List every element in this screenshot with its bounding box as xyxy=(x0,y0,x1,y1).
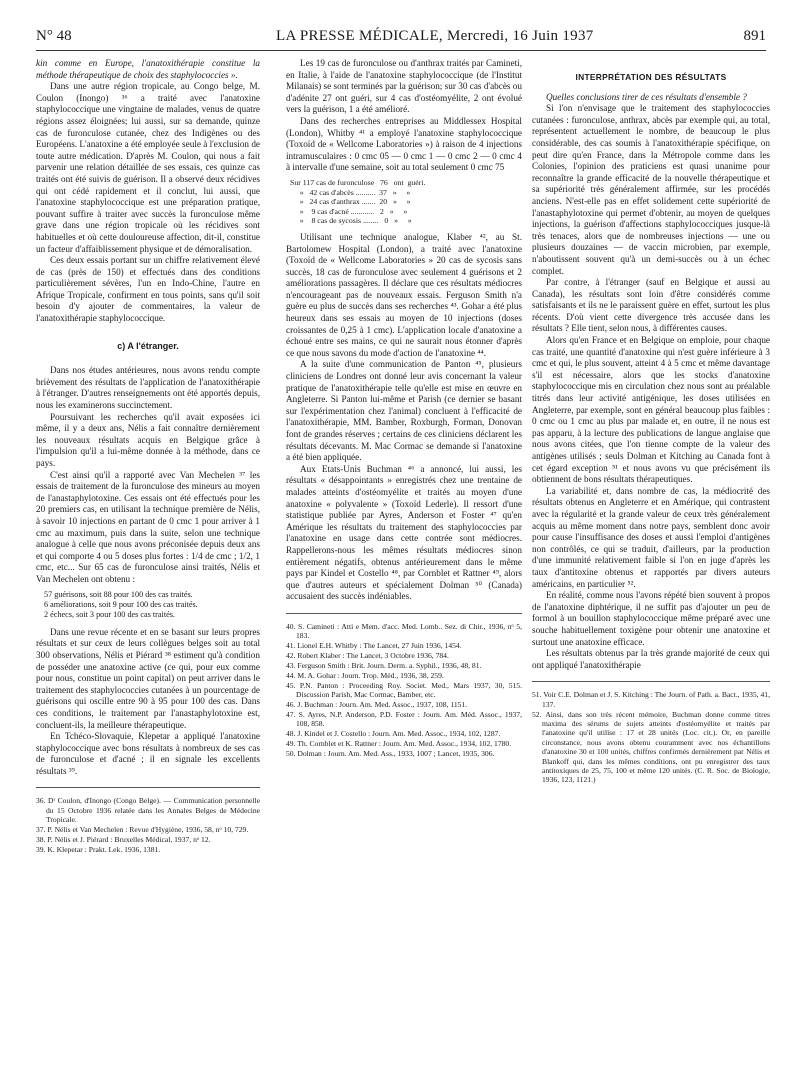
list-item: 6 améliorations, soit 9 pour 100 des cas traités. xyxy=(44,599,198,609)
footnote: 40. S. Camineti : Atti e Mem. d'acc. Med. Lomb.. Sez. di Chir., 1936, nᵒ 5, 183. xyxy=(286,621,522,641)
column-middle xyxy=(286,58,522,759)
table-row: » 42 cas d'abcès .......... 37 » » xyxy=(290,187,411,197)
results-list xyxy=(44,590,260,621)
table-row: » 24 cas d'anthrax ....... 20 » » xyxy=(290,197,411,207)
journal-title: LA PRESSE MÉDICALE, Mercredi, 16 Juin 1937 xyxy=(276,28,594,44)
paragraph: Poursuivant les recherches qu'il avait exposées ici même, il y a deux ans, Nélis a fait connaître dernièrement les nouveaux résultats acquis en Belgique grâce à l'impulsion qu'il a lui-même donnée à la méthode, dans ce pays. xyxy=(36,411,260,468)
footnotes xyxy=(36,796,260,854)
column-right xyxy=(532,58,770,785)
footnote: 48. J. Kindel et J. Costello : Journ. Am. Med. Assoc., 1934, 102, 1287. xyxy=(286,729,501,739)
footnote: 44. M. A. Gohar : Journ. Trop. Méd., 1936, 38, 259. xyxy=(286,670,444,680)
paragraph: Par contre, à l'étranger (sauf en Belgique et aussi au Canada), les résultats sont loin d'être considérés comme satisfaisants et ils ne le paraissent guère en effet, surtout les plus récents. D'où vient cette divergence très accusée dans les résultats ? Elle tient, selon nous, à différentes causes. xyxy=(532,277,770,334)
paragraph: Dans une revue récente et en se basant sur leurs propres résultats et sur ceux de leurs collègues belges soit au total 300 observations, Nélis et Piérard ³⁸ estiment qu'à condition de posséder une anatoxine active (ce qui, pour eux comme pour nous, constitue un point capital) on peut arriver dans le traitement des staphylococcies cutanées à un pourcentage de guérisons qui oscille entre 90 à 95 pour 100 des cas. Dans ces conditions, le traitement par l'anastaphylotoxine est, concluent-ils, la meilleure thérapeutique. xyxy=(36,626,260,730)
footnote-rule xyxy=(532,681,770,682)
table-row: » 9 cas d'acné ............ 2 » » xyxy=(290,206,408,216)
footnotes xyxy=(286,622,522,759)
footnote: 50. Dolman : Journ. Am. Med. Ass., 1933, 1007 ; Lancet, 1935, 306. xyxy=(286,749,495,759)
paragraph: En Tchéco-Slovaquie, Klepetar a appliqué l'anatoxine staphylococcique avec bons résultats à nombreux de ses cas de furonculose et d'acné ; il en signale les excellents résultats ³⁹. xyxy=(36,731,260,776)
question: Quelles conclusions tirer de ces résultats d'ensemble ? xyxy=(546,91,747,102)
page-number: 891 xyxy=(743,28,766,44)
footnote: 43. Ferguson Smith : Brit. Journ. Derm. a. Syphil., 1936, 48, 81. xyxy=(286,661,482,671)
section-heading: INTERPRÉTATION DES RÉSULTATS xyxy=(575,72,727,82)
paragraph: C'est ainsi qu'il a rapporté avec Van Mechelen ³⁷ les essais de traitement de la furonculose des mineurs au moyen de l'anastaphylotoxine. Ces essais ont été effectués pour les 20 premiers cas, en utilisant la technique première de Nélis, à savoir 10 injections en partant de 0 cmc 1 pour arriver à 1 cmc au maximum, puis dans la suite, selon une technique analogue à celle que nous avons préconisée depuis deux ans et qui comporte 4 ou 5 doses plus fortes : 1/4 de cmc ; 1/2, 1 cmc, etc... Sur 65 cas de furonculose ainsi traités, Nélis et Van Mechelen ont obtenu : xyxy=(36,469,260,584)
paragraph: En réalité, comme nous l'avons répété bien souvent à propos de l'anatoxine diphtérique, il ne suffit pas d'ajouter un peu de formol à un bouillon staphylococcique même préparé avec une souche habituellement toxigène pour obtenir une anatoxine et surtout une anatoxine efficace. xyxy=(532,590,770,647)
paragraph: Les résultats obtenus par la très grande majorité de ceux qui ont appliqué l'anatoxithérapie xyxy=(532,648,770,670)
paragraph: Dans nos études antérieures, nous avons rendu compte brièvement des résultats de l'application de l'anatoxithérapie à l'étranger. D'autres renseignements ont été apportés depuis, nous les examinerons succinctement. xyxy=(36,365,260,411)
table-row: » 8 cas de sycosis ........ 0 » » xyxy=(290,216,412,226)
footnote: 45. P.N. Panton : Proceeding Roy. Societ. Med., Mars 1937, 30, 515. Discussion Parish, Mac Cormac, Bamber, etc. xyxy=(286,680,522,700)
footnote: 51. Voir C.E. Dolman et J. S. Kitching : The Journ. of Path. a. Bact., 1935, 41, 137. xyxy=(532,690,770,709)
section-heading: c) A l'étranger. xyxy=(117,340,179,351)
paragraph: Dans une autre région tropicale, au Congo belge, M. Coulon (Inongo) ³⁶ a traité avec l'anatoxine staphylococcique une vingtaine de malades, venus de quatre régions assez éloignées; lui aussi, sur sa demande, quinze cas de furonculose cutanée, chez des Indigènes ou des Européens. L'anatoxine a été employée seule à l'exclusion de toute autre médication. D'après M. Coulon, qui nous a fait parvenir une relation détaillée de ses essais, ces quinze cas traités ont été suivis de guérison. Il a observé deux récidives qui ont cédé rapidement et il conclut, lui aussi, que l'anatoxine staphylococcique est une préparation pratique, pouvant suffire à traiter avec succès la furonculose même grave dans une région tropicale où les récidives sont habituelles et où cette douloureuse affection, dit-il, constitue un facteur d'affaiblissement physique et de démoralisation. xyxy=(36,81,260,254)
footnote: 37. P. Nélis et Van Mechelen : Revue d'Hygiène, 1936, 58, nᵒ 10, 729. xyxy=(36,825,249,835)
page-header xyxy=(36,28,766,48)
footnote: 42. Robert Klaber : The Lancet, 3 Octobre 1936, 784. xyxy=(286,651,449,661)
list-item: 2 échecs, soit 3 pour 100 des cas traités. xyxy=(44,610,175,620)
header-rule xyxy=(36,50,766,51)
paragraph: Aux Etats-Unis Buchman ⁴⁶ a annoncé, lui aussi, les résultats « désappointants » enregistrés chez une trentaine de malades atteints d'ostéomyélite et traités au moyen d'une anatoxine « polyvalente » (Toxoïd Lederle). Il ressort d'une statistique publiée par Ayres, Anderson et Foster ⁴⁷ qu'en Amérique les résultats du traitement des staphylococcies par l'anatoxine en usage dans cette contrée sont médiocres. Rappellerons-nous les mêmes résultats médiocres sinon entièrement négatifs, obtenus antérieurement dans le même pays par Kindel et Costello ⁴⁸, par Cornblet et Rattner ⁴⁹, alors que d'autres auteurs et spécialement Dolman ⁵⁰ (Canada) accusaient des succès indéniables. xyxy=(286,463,522,602)
footnote: 39. K. Klepetar : Prakt. Lek. 1936, 1381. xyxy=(36,845,161,854)
paragraph: kin comme en Europe, l'anatoxithérapie constitue la méthode thérapeutique de choix des staphylococcies ». xyxy=(36,58,260,80)
footnote: 46. J. Buchman : Journ. Am. Med. Assoc., 1937, 108, 1151. xyxy=(286,700,468,710)
footnote-rule xyxy=(286,613,522,614)
paragraph: Dans des recherches entreprises au Middlessex Hospital (London), Whitby ⁴¹ a employé l'anatoxine staphylococcique (Toxoïd de « Wellcome Laboratories ») à raison de 4 injections intramusculaires : 0 cmc 05 — 0 cmc 1 — 0 cmc 2 — 0 cmc 4 à intervalle d'une semaine, soit au total seulement 0 cmc 75 xyxy=(286,115,522,173)
column-left xyxy=(36,58,260,855)
paragraph: La variabilité et, dans nombre de cas, la médiocrité des résultats obtenus en Angleterre et en Amérique, qui contrastent avec la régularité et la grande valeur de ceux très généralement acquis au même moment dans notre pays, semblent donc avoir pour cause l'insuffisance des doses et aussi l'emploi d'antigènes non contrôlés, ce qui se traduit, d'ailleurs, par la production d'une immunité relativement faible si l'on en juge d'après les taux d'antitoxine obtenus et rapportés par divers auteurs américains, en particulier ⁵². xyxy=(532,485,770,589)
paragraph: Ces deux essais portant sur un chiffre relativement élevé de cas (près de 150) et effectués dans des conditions particulièrement sévères, l'un en Indo-Chine, l'autre en Afrique Tropicale, confirment en tous points, sans qu'il soit besoin d'y ajouter de commentaires, la valeur de l'anatoxithérapie staphylococcique. xyxy=(36,255,260,324)
paragraph: Si l'on n'envisage que le traitement des staphylococcies cutanées : furonculose, anthrax, abcès par exemple qui, au total, représentent actuellement le nombre, de beaucoup le plus considérable, des cas soumis à l'anatoxithérapie spécifique, on peut dire qu'en France, dans la Métropole comme dans les Colonies, l'opinion des praticiens est quasi unanime pour reconnaître la grande efficacité de la nouvelle thérapeutique et sa supériorité très généralement affirmée, sur les procédés anciens. N'est-elle pas en effet solidement cette supériorité de l'anastaphylotoxine qui permet d'obtenir, au moyen de quelques injections, la guérison d'affections staphylococciques jusque-là très tenaces, alors que de nombreuses injections — une ou plusieurs douzaines — de vaccin microbien, par exemple, n'aboutissent souvent qu'à un demi-succès ou à un échec complet. xyxy=(532,103,770,276)
footnotes xyxy=(532,690,770,785)
footnote: 47. S. Ayres, N.P. Anderson, P.D. Foster : Journ. Am. Méd. Assoc., 1937, 108, 858. xyxy=(286,710,522,729)
footnote: 36. Dʳ Coulon, d'Inongo (Congo Belge). — Communication personnelle du 15 Octobre 1936 relatée dans les Annales Belges de Médecine Tropicale. xyxy=(36,796,260,825)
list-item: 57 guérisons, soit 88 pour 100 des cas traités. xyxy=(44,589,193,599)
paragraph: Utilisant une technique analogue, Klaber ⁴², au St. Bartolomew Hospital (London), a traité avec l'anatoxine (Toxoïd de « Wellcome Laboratories » 20 cas de sycosis sans succès, 18 cas de furonculose avec seulement 4 guérisons et 2 améliorations passagères. Il déclare que ces résultats médiocres n'encourageant pas de nouveaux essais. Ferguson Smith n'a guère eu plus de succès dans ses recherches ⁴³. Gohar a été plus heureux dans ses essais au moyen de 10 injections (doses croissantes de 0,25 à 1 cmc). L'application locale d'anatoxine a échoué entre ses mains, ce qui ne saurait nous étonner d'après ce que nous savons du mode d'action de l'anatoxine ⁴⁴. xyxy=(286,231,522,358)
paragraph: Les 19 cas de furonculose ou d'anthrax traités par Camineti, en Italie, à l'aide de l'anatoxine staphylococcique (de l'Institut Milanais) se sont terminés par la guérison; sur 30 cas d'abcès ou d'adénite 27 ont guéri, sur 4 cas d'ostéomyélite, 2 ont évolué vers la guérison, 1 a été amélioré. xyxy=(286,58,522,115)
footnote: 49. Th. Cornblet et K. Rattner : Journ. Am. Med. Assoc., 1934, 102, 1780. xyxy=(286,739,512,749)
paragraph: A la suite d'une communication de Panton ⁴⁵, plusieurs cliniciens de Londres ont donné leur avis concernant la valeur pratique de l'anatoxithérapie telle qu'elle est mise en œuvre en Angleterre. Si Panton lui-même et Parish (ce dernier se basant sur l'expérimentation chez l'animal) concluent à l'efficacité de l'anatoxithérapie, MM. Bamber, Roxburgh, Forman, Donovan font de grandes réserves ; certains de ces cliniciens déclarent les résultats décevants. M. Mac Cormac se demande si l'anatoxine a été bien appliquée. xyxy=(286,359,522,463)
footnote: 52. Ainsi, dans son très récent mémoire, Buchman donne comme titres maxima des sérums de sujets atteints d'ostéomyélite et traités par l'anatoxine qu'il utilise : 17 et 28 unités (Loc. cit.). Or, en pareille circonstance, nous avons obtenu couramment avec nos échantillons d'anatoxine 30 et 100 unités, chiffres confirmés dernièrement par Nélis et Blankoff qui, dans les mêmes conditions, ont pu enregistrer des taux antitoxiques de 25, 75, 100 et même 120 unités. (C. R. Soc. de Biologie, 1936, 123, 1121.) xyxy=(532,709,770,785)
issue-number: N° 48 xyxy=(36,28,72,44)
footnote-rule xyxy=(36,787,260,788)
footnote: 41. Lionel E.H. Whitby : The Lancet, 27 Juin 1936, 1454. xyxy=(286,641,462,651)
footnote: 38. P. Nélis et J. Piérard : Bruxelles Médical, 1937, nᵒ 12. xyxy=(36,835,211,845)
results-table xyxy=(290,178,522,226)
table-row: Sur 117 cas de furonculose 76 ont guéri. xyxy=(290,177,426,187)
paragraph: Alors qu'en France et en Belgique on emploie, pour chaque cas traité, une quantité d'anatoxine qui n'est guère inférieure à 3 cmc et qui, le plus souvent, atteint 4 à 5 cmc et même davantage s'il est nécessaire, alors que les stocks d'anatoxine staphylococcique mis en circulation chez nous sont au préalable titrés dans leur activité antigénique, les doses utilisées en Angleterre, par exemple, sont en général beaucoup plus faibles : 0 cmc ou 1 cmc au plus par malade et, en outre, il ne nous est pas apparu, à la lecture des publications de langue anglaise que nous avons citées, que l'on tienne compte de la valeur des antigènes utilisés ; seuls Dolman et Kitching au Canada font à cet égard exception ⁵¹ et nous avons vu que précisément ils obtiennent de bons résultats thérapeutiques. xyxy=(532,335,770,485)
